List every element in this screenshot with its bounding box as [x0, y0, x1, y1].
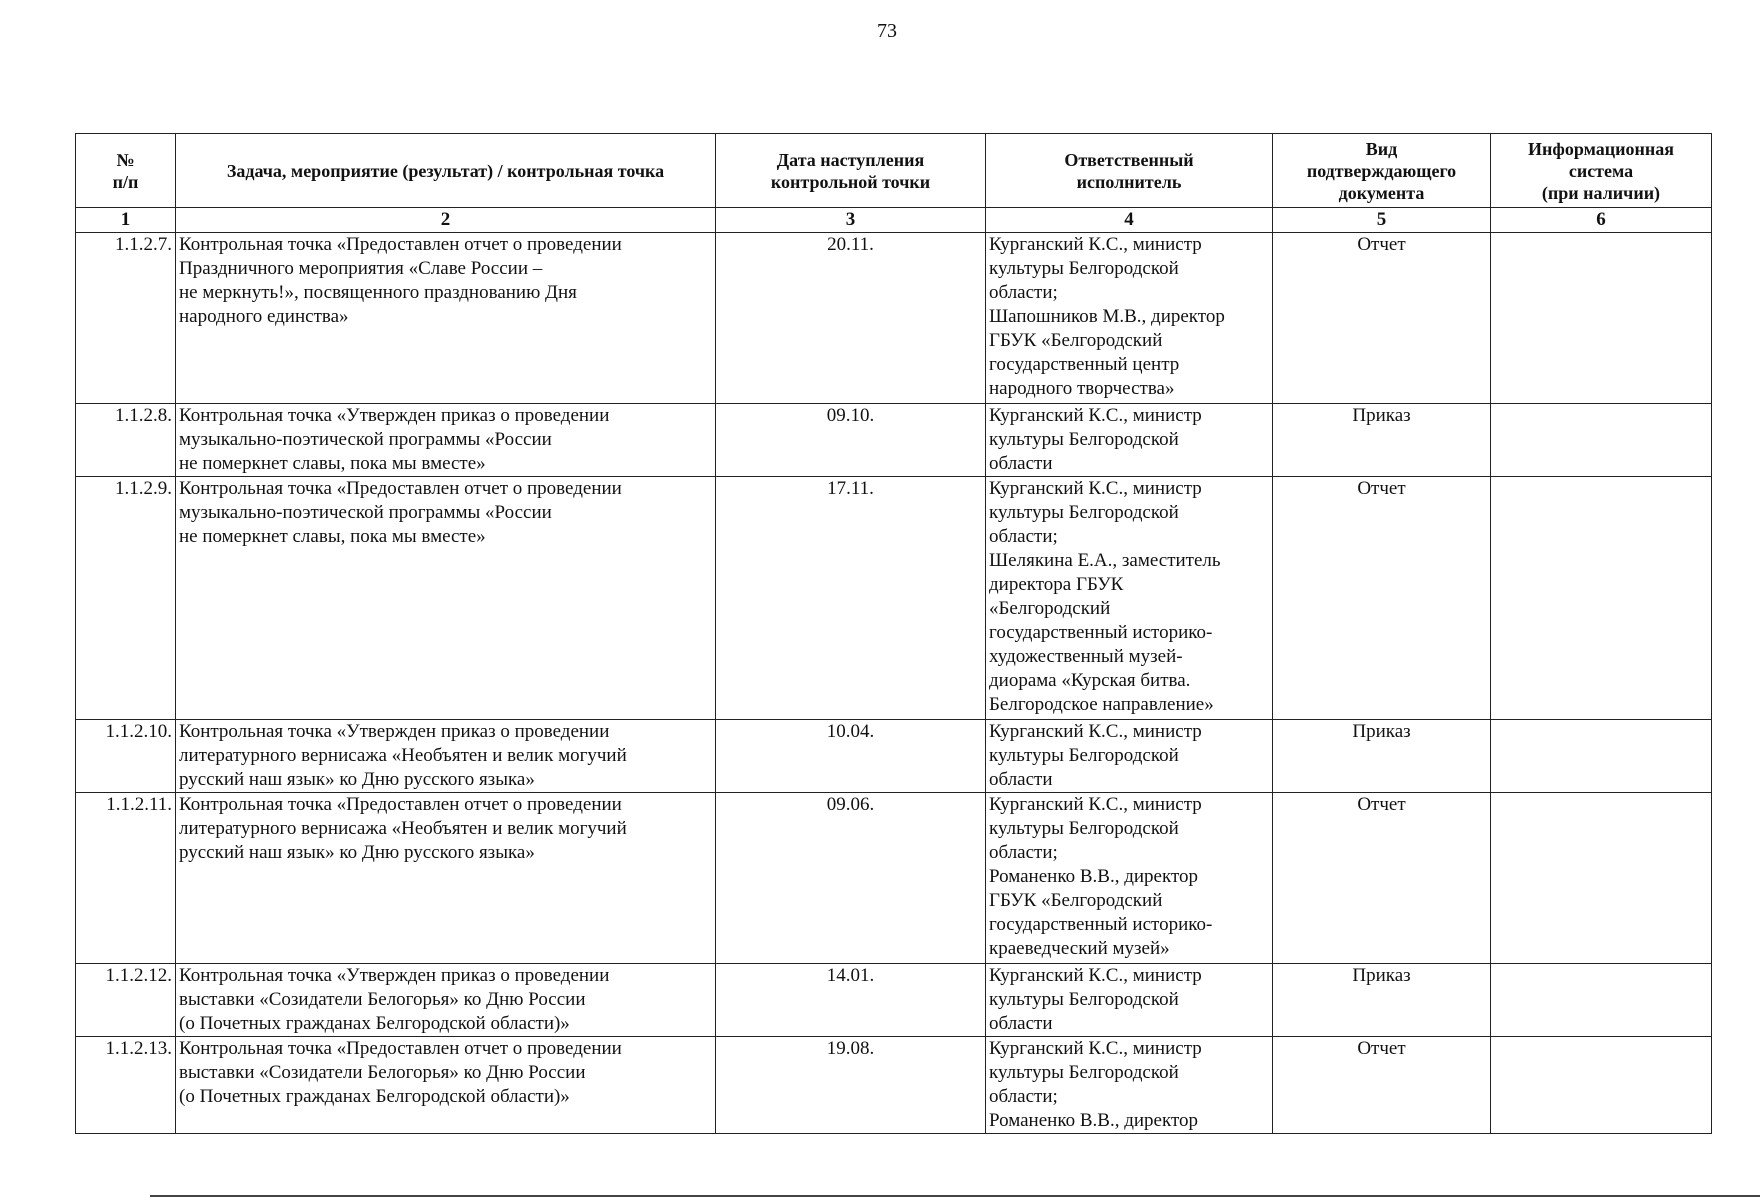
- responsible-cell: [986, 964, 1273, 1037]
- column-number: 4: [986, 208, 1273, 233]
- date-cell: 17.11.: [716, 477, 986, 720]
- text-line: русский наш язык» ко Дню русского языка»: [179, 842, 535, 863]
- text-line: государственный центр: [989, 354, 1180, 375]
- row-number: 1.1.2.11.: [76, 793, 176, 964]
- text-line: культуры Белгородской: [989, 745, 1179, 766]
- header-cell: [1273, 134, 1491, 208]
- column-number-row: [76, 208, 1712, 233]
- document-type-cell: Отчет: [1273, 477, 1491, 720]
- text-line: области: [989, 769, 1053, 790]
- text-line: не померкнет славы, пока мы вместе»: [179, 526, 486, 547]
- text-line: области;: [989, 282, 1058, 303]
- text-line: культуры Белгородской: [989, 502, 1179, 523]
- column-number: 2: [176, 208, 716, 233]
- row-number: 1.1.2.13.: [76, 1037, 176, 1134]
- column-number: 6: [1491, 208, 1712, 233]
- text-line: исполнитель: [1076, 171, 1182, 192]
- text-line: директора ГБУК: [989, 574, 1124, 595]
- task-cell: [176, 1037, 716, 1134]
- text-line: (о Почетных гражданах Белгородской области)»: [179, 1013, 570, 1034]
- text-line: (о Почетных гражданах Белгородской области)»: [179, 1086, 570, 1107]
- text-line: диорама «Курская битва.: [989, 670, 1191, 691]
- text-line: области: [989, 1013, 1053, 1034]
- text-line: Курганский К.С., министр: [989, 721, 1202, 742]
- task-cell: [176, 477, 716, 720]
- info-system-cell: [1491, 793, 1712, 964]
- text-line: Курганский К.С., министр: [989, 478, 1202, 499]
- text-line: Курганский К.С., министр: [989, 1038, 1202, 1059]
- document-type-cell: Отчет: [1273, 233, 1491, 404]
- text-line: контрольной точки: [770, 171, 931, 192]
- text-line: выставки «Созидатели Белогорья» ко Дню России: [179, 989, 586, 1010]
- text-line: Курганский К.С., министр: [989, 965, 1202, 986]
- text-line: Контрольная точка «Предоставлен отчет о проведении: [179, 478, 622, 499]
- table-row: [76, 233, 1712, 404]
- info-system-cell: [1491, 964, 1712, 1037]
- text-line: Контрольная точка «Предоставлен отчет о проведении: [179, 234, 622, 255]
- text-line: Вид: [1365, 138, 1398, 159]
- text-line: государственный историко-: [989, 622, 1213, 643]
- text-line: народного единства»: [179, 306, 349, 327]
- document-type-cell: Приказ: [1273, 720, 1491, 793]
- text-line: (при наличии): [1541, 182, 1661, 203]
- table-row: [76, 793, 1712, 964]
- text-line: подтверждающего: [1306, 160, 1457, 181]
- date-cell: 20.11.: [716, 233, 986, 404]
- task-cell: [176, 404, 716, 477]
- text-line: художественный музей-: [989, 646, 1183, 667]
- responsible-cell: [986, 477, 1273, 720]
- text-line: «Белгородский: [989, 598, 1111, 619]
- text-line: русский наш язык» ко Дню русского языка»: [179, 769, 535, 790]
- text-line: Контрольная точка «Утвержден приказ о проведении: [179, 721, 610, 742]
- text-line: Романенко В.В., директор: [989, 866, 1198, 887]
- header-cell: [1491, 134, 1712, 208]
- table-row: [76, 964, 1712, 1037]
- date-cell: 14.01.: [716, 964, 986, 1037]
- text-line: система: [1568, 160, 1634, 181]
- text-line: ГБУК «Белгородский: [989, 890, 1163, 911]
- bottom-rule: [150, 1195, 1760, 1197]
- text-line: области;: [989, 1086, 1058, 1107]
- responsible-cell: [986, 720, 1273, 793]
- text-line: культуры Белгородской: [989, 429, 1179, 450]
- header-row: [76, 134, 1712, 208]
- text-line: не меркнуть!», посвященного празднованию Дня: [179, 282, 577, 303]
- table-row: [76, 404, 1712, 477]
- text-line: культуры Белгородской: [989, 1062, 1179, 1083]
- text-line: п/п: [112, 171, 139, 192]
- task-cell: [176, 233, 716, 404]
- responsible-cell: [986, 233, 1273, 404]
- task-cell: [176, 793, 716, 964]
- document-type-cell: Отчет: [1273, 793, 1491, 964]
- text-line: Контрольная точка «Утвержден приказ о проведении: [179, 405, 610, 426]
- info-system-cell: [1491, 404, 1712, 477]
- control-points-table: [75, 133, 1712, 1134]
- text-line: Праздничного мероприятия «Славе России –: [179, 258, 543, 279]
- text-line: государственный историко-: [989, 914, 1213, 935]
- text-line: музыкально-поэтической программы «России: [179, 429, 552, 450]
- row-number: 1.1.2.12.: [76, 964, 176, 1037]
- text-line: Ответственный: [1064, 149, 1194, 170]
- table-row: [76, 720, 1712, 793]
- task-cell: [176, 964, 716, 1037]
- row-number: 1.1.2.10.: [76, 720, 176, 793]
- date-cell: 19.08.: [716, 1037, 986, 1134]
- document-type-cell: Приказ: [1273, 404, 1491, 477]
- text-line: народного творчества»: [989, 378, 1175, 399]
- text-line: литературного вернисажа «Необъятен и велик могучий: [179, 818, 627, 839]
- text-line: литературного вернисажа «Необъятен и велик могучий: [179, 745, 627, 766]
- header-cell: [176, 134, 716, 208]
- text-line: Романенко В.В., директор: [989, 1110, 1198, 1131]
- text-line: Белгородское направление»: [989, 694, 1214, 715]
- date-cell: 09.06.: [716, 793, 986, 964]
- document-type-cell: Приказ: [1273, 964, 1491, 1037]
- text-line: Шапошников М.В., директор: [989, 306, 1225, 327]
- info-system-cell: [1491, 233, 1712, 404]
- header-cell: [986, 134, 1273, 208]
- text-line: ГБУК «Белгородский: [989, 330, 1163, 351]
- table-row: [76, 477, 1712, 720]
- column-number: 5: [1273, 208, 1491, 233]
- column-number: 1: [76, 208, 176, 233]
- date-cell: 09.10.: [716, 404, 986, 477]
- text-line: Контрольная точка «Предоставлен отчет о проведении: [179, 794, 622, 815]
- text-line: Информационная: [1528, 138, 1674, 159]
- page-number: 73: [877, 20, 897, 42]
- task-cell: [176, 720, 716, 793]
- row-number: 1.1.2.8.: [76, 404, 176, 477]
- text-line: краеведческий музей»: [989, 938, 1170, 959]
- text-line: не померкнет славы, пока мы вместе»: [179, 453, 486, 474]
- responsible-cell: [986, 404, 1273, 477]
- text-line: культуры Белгородской: [989, 818, 1179, 839]
- text-line: области;: [989, 526, 1058, 547]
- text-line: Курганский К.С., министр: [989, 234, 1202, 255]
- info-system-cell: [1491, 720, 1712, 793]
- text-line: Дата наступления: [776, 149, 925, 170]
- text-line: Курганский К.С., министр: [989, 794, 1202, 815]
- text-line: культуры Белгородской: [989, 258, 1179, 279]
- table-row: [76, 1037, 1712, 1134]
- header-cell: [76, 134, 176, 208]
- text-line: Шелякина Е.А., заместитель: [989, 550, 1221, 571]
- responsible-cell: [986, 793, 1273, 964]
- text-line: Контрольная точка «Утвержден приказ о проведении: [179, 965, 610, 986]
- text-line: области: [989, 453, 1053, 474]
- text-line: №: [116, 149, 135, 170]
- table-body: [76, 233, 1712, 1134]
- text-line: документа: [1338, 182, 1425, 203]
- row-number: 1.1.2.7.: [76, 233, 176, 404]
- info-system-cell: [1491, 1037, 1712, 1134]
- text-line: выставки «Созидатели Белогорья» ко Дню России: [179, 1062, 586, 1083]
- row-number: 1.1.2.9.: [76, 477, 176, 720]
- text-line: Контрольная точка «Предоставлен отчет о проведении: [179, 1038, 622, 1059]
- header-cell: [716, 134, 986, 208]
- text-line: области;: [989, 842, 1058, 863]
- text-line: Задача, мероприятие (результат) / контрольная точка: [226, 160, 665, 181]
- text-line: музыкально-поэтической программы «России: [179, 502, 552, 523]
- document-type-cell: Отчет: [1273, 1037, 1491, 1134]
- column-number: 3: [716, 208, 986, 233]
- date-cell: 10.04.: [716, 720, 986, 793]
- text-line: культуры Белгородской: [989, 989, 1179, 1010]
- responsible-cell: [986, 1037, 1273, 1134]
- info-system-cell: [1491, 477, 1712, 720]
- text-line: Курганский К.С., министр: [989, 405, 1202, 426]
